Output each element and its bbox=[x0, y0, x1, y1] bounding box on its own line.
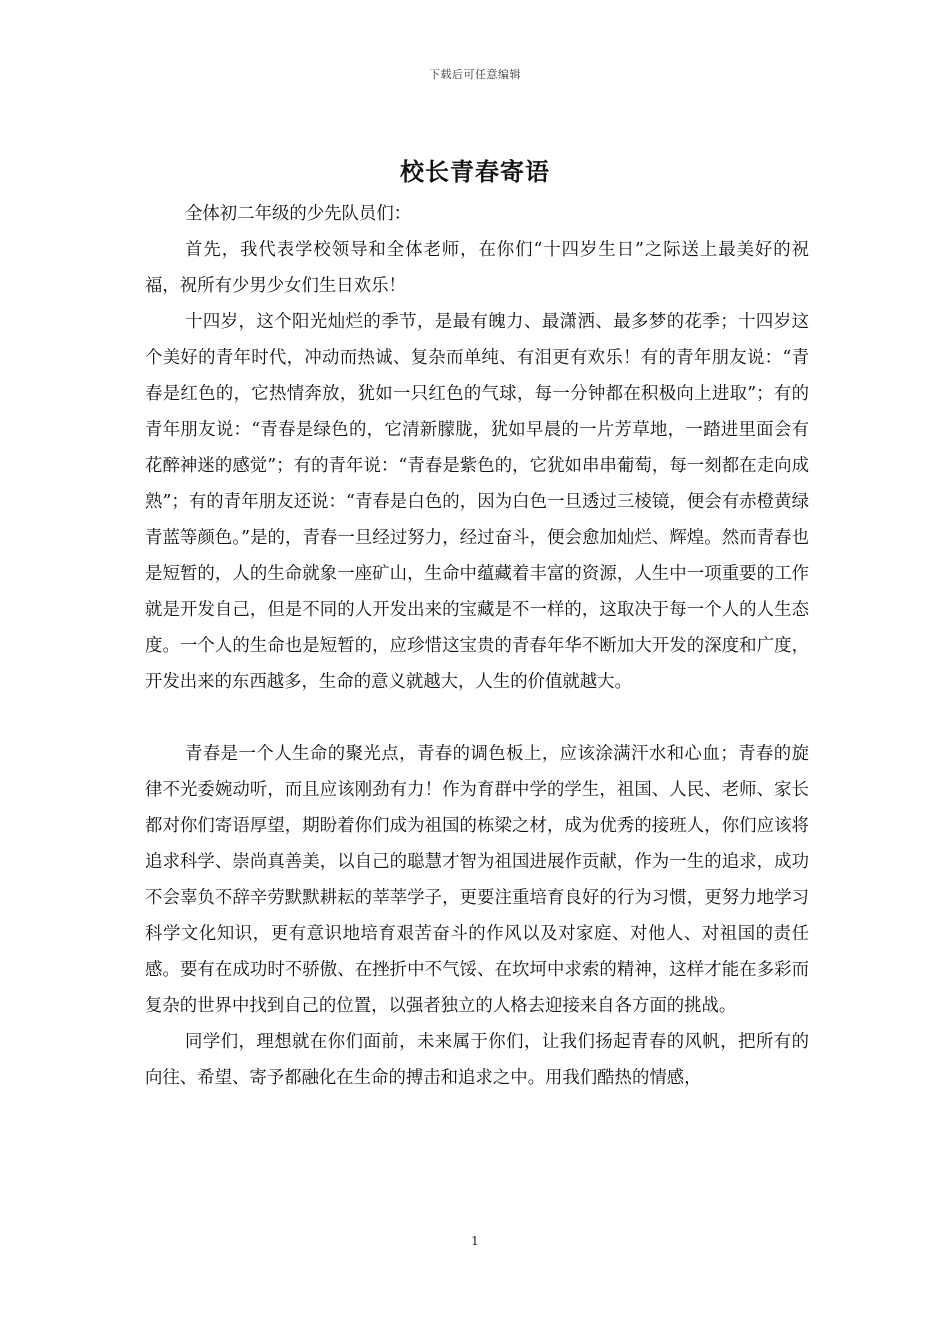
body-paragraph: 首先，我代表学校领导和全体老师，在你们“十四岁生日”之际送上最美好的祝福，祝所有少男少女们生日欢乐！ bbox=[145, 240, 809, 296]
body-paragraph: 青春是一个人生命的聚光点，青春的调色板上，应该涂满汗水和心血；青春的旋律不光委婉动听，而且应该刚劲有力！作为育群中学的学生，祖国、人民、老师、家长都对你们寄语厚望，期盼着你们成为祖国的栋梁之材，成为优秀的接班人，你们应该将追求科学、崇尚真善美，以自己的聪慧才智为祖国进展作贡献，作为一生的追求，成功不会辜负不辞辛劳默默耕耘的莘莘学子，更要注重培育良好的行为习惯，更努力地学习科学文化知识，更有意识地培育艰苦奋斗的作风以及对家庭、对他人、对祖国的责任感。要有在成功时不骄傲、在挫折中不气馁、在坎坷中求索的精神，这样才能在多彩而复杂的世界中找到自己的位置，以强者独立的人格去迎接来自各方面的挑战。 bbox=[145, 744, 809, 1016]
salutation-paragraph: 全体初二年级的少先队员们： bbox=[185, 204, 412, 224]
page-header-note: 下载后可任意编辑 bbox=[429, 68, 521, 81]
body-paragraph: 同学们，理想就在你们面前，未来属于你们，让我们扬起青春的风帆，把所有的向往、希望、寄予都融化在生命的搏击和追求之中。用我们酷热的情感， bbox=[145, 1032, 809, 1088]
page-number: 1 bbox=[471, 1234, 479, 1248]
body-paragraph: 十四岁，这个阳光灿烂的季节，是最有魄力、最潇洒、最多梦的花季；十四岁这个美好的青年时代，冲动而热诚、复杂而单纯、有泪更有欢乐！有的青年朋友说：“青春是红色的，它热情奔放，犹如一只红色的气球，每一分钟都在积极向上进取”；有的青年朋友说：“青春是绿色的，它清新朦胧，犹如早晨的一片芳草地，一踏进里面会有花醉神迷的感觉”；有的青年说：“青春是紫色的，它犹如串串葡萄，每一刻都在走向成熟”；有的青年朋友还说：“青春是白色的，因为白色一旦透过三棱镜，便会有赤橙黄绿青蓝等颜色。”是的，青春一旦经过努力，经过奋斗，便会愈加灿烂、辉煌。然而青春也是短暂的，人的生命就象一座矿山，生命中蕴藏着丰富的资源，人生中一项重要的工作就是开发自己，但是不同的人开发出来的宝藏是不一样的，这取决于每一个人的人生态度。一个人的生命也是短暂的，应珍惜这宝贵的青春年华不断加大开发的深度和广度，开发出来的东西越多，生命的意义就越大，人生的价值就越大。 bbox=[145, 312, 809, 692]
document-title: 校长青春寄语 bbox=[400, 157, 550, 186]
document-body bbox=[145, 196, 809, 1096]
